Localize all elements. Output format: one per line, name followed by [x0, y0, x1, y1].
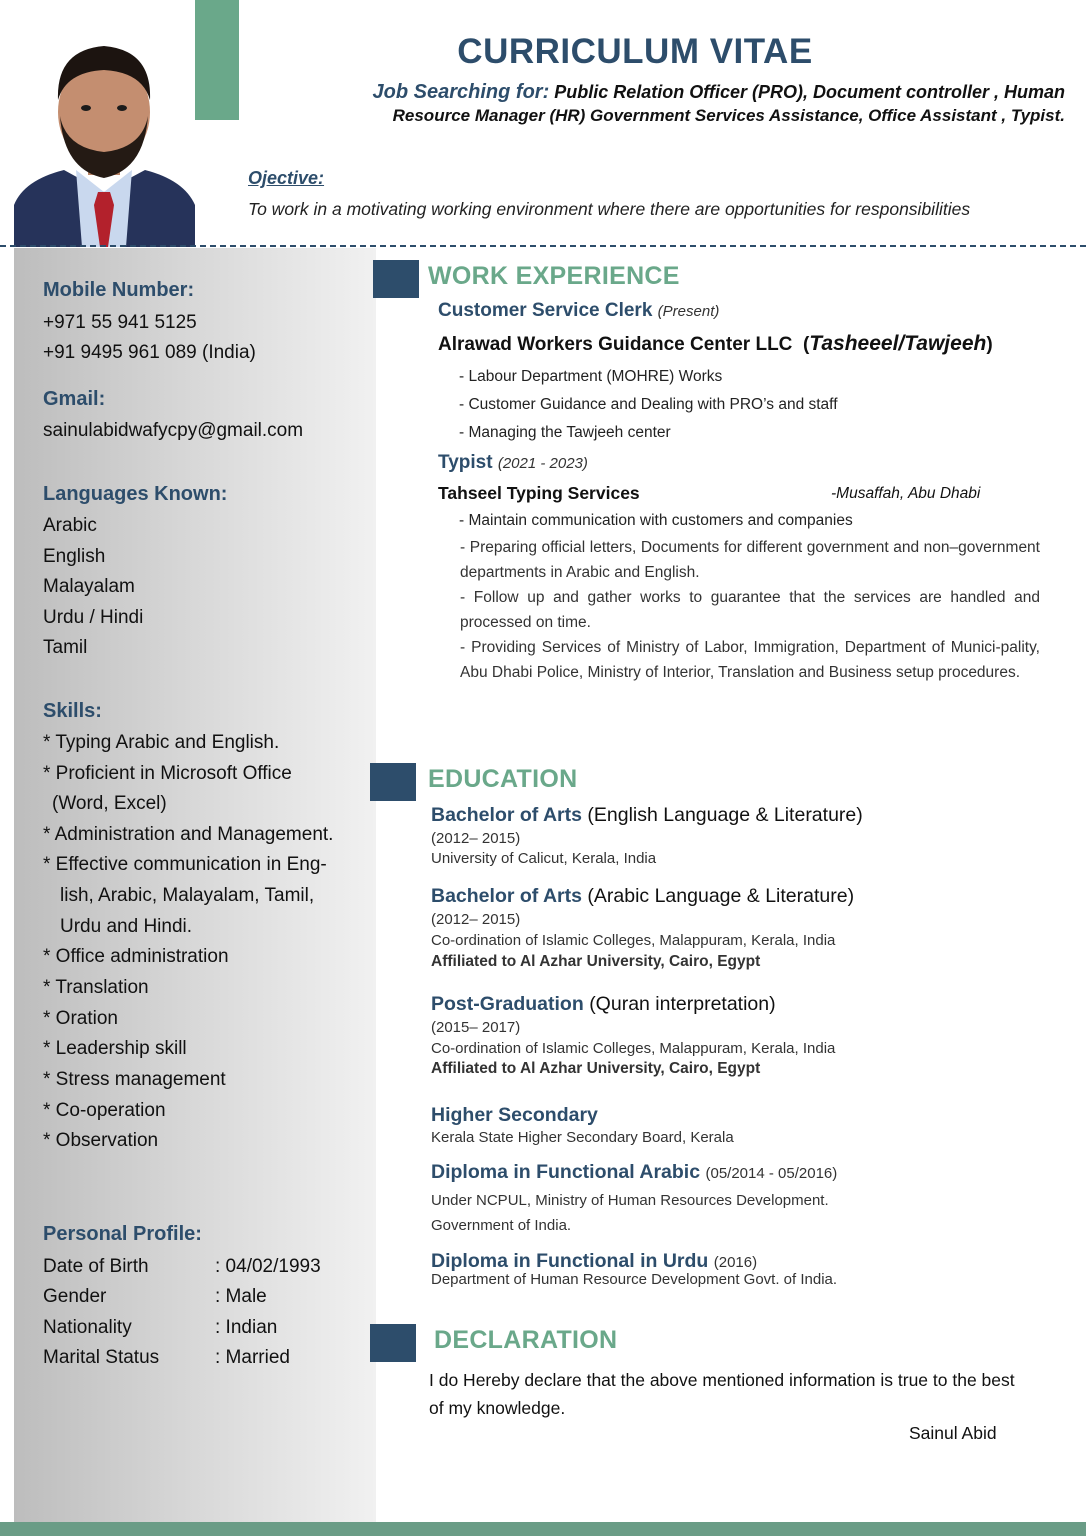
skill-line: * Stress management — [43, 1069, 226, 1090]
edu2-degree-name: Bachelor of Arts — [431, 885, 582, 907]
edu3-years: (2015– 2017) — [431, 1019, 521, 1036]
skill-line: * Effective communication in Eng- — [43, 854, 327, 875]
page-title: CURRICULUM VITAE — [457, 32, 813, 71]
job2-paragraph: - Providing Services of Ministry of Labor, Immigration, Department of Munici-pality, Abu Dhabi Police, Ministry of Interior, Translation and Business setup procedures. — [460, 639, 1040, 681]
edu5-line: Government of India. — [431, 1217, 572, 1234]
skill-line: * Office administration — [43, 946, 229, 967]
job1-bullet: - Labour Department (MOHRE) Works — [459, 368, 723, 385]
skill-line: * Typing Arabic and English. — [43, 732, 280, 753]
skill-line: * Leadership skill — [43, 1038, 187, 1059]
profile-label: Marital Status — [43, 1347, 160, 1368]
gmail-heading: Gmail: — [43, 388, 106, 410]
language-item: Malayalam — [43, 576, 135, 597]
job2-company: Tahseel Typing Services — [438, 483, 640, 503]
education-section-marker — [370, 763, 416, 801]
edu2-degree — [431, 885, 854, 908]
job2-title: Typist — [438, 452, 493, 473]
job2-role — [438, 452, 588, 474]
footer-bar — [0, 1522, 1086, 1536]
edu2-subject: (Arabic Language & Literature) — [587, 885, 855, 907]
job-roles-1: Public Relation Officer (PRO), Document controller , Human — [554, 82, 1065, 102]
edu4-degree: Higher Secondary — [431, 1104, 598, 1126]
declaration-text: I do Hereby declare that the above mentioned information is true to the best of my knowledge. — [429, 1370, 1015, 1418]
skill-line: lish, Arabic, Malayalam, Tamil, — [60, 885, 315, 906]
edu1-subject: (English Language & Literature) — [587, 804, 863, 826]
declaration-heading: DECLARATION — [434, 1326, 618, 1354]
personal-profile-heading: Personal Profile: — [43, 1223, 202, 1245]
job2-date: (2021 - 2023) — [497, 455, 588, 472]
edu6-degree — [431, 1250, 757, 1273]
edu3-degree-name: Post-Graduation — [431, 993, 584, 1015]
edu3-degree — [431, 993, 776, 1016]
education-heading: EDUCATION — [428, 765, 578, 793]
profile-label: Date of Birth — [43, 1256, 149, 1277]
edu5-line: Under NCPUL, Ministry of Human Resources Development. — [431, 1192, 829, 1209]
job2-location: -Musaffah, Abu Dhabi — [831, 485, 981, 502]
profile-value: : Male — [215, 1286, 267, 1307]
job2-paragraph: - Follow up and gather works to guarantee that the services are handled and processed on time. — [460, 589, 1040, 631]
edu6-degree-name: Diploma in Functional in Urdu — [431, 1250, 709, 1272]
job-line-1 — [250, 80, 1065, 104]
signature-name: Sainul Abid — [909, 1423, 997, 1443]
job1-bullet: - Managing the Tawjeeh center — [459, 424, 671, 441]
mobile-number-uae: +971 55 941 5125 — [43, 312, 197, 333]
job2-bullet: - Maintain communication with customers and companies — [459, 512, 853, 529]
edu2-years: (2012– 2015) — [431, 911, 521, 928]
objective-text: To work in a motivating working environment where there are opportunities for responsibilities — [248, 199, 971, 219]
work-experience-heading: WORK EXPERIENCE — [428, 262, 680, 290]
profile-photo-illustration — [14, 20, 195, 247]
profile-value: : Indian — [215, 1317, 278, 1338]
skills-heading: Skills: — [43, 700, 102, 722]
edu4-institution: Kerala State Higher Secondary Board, Kerala — [431, 1129, 734, 1146]
job1-date: (Present) — [657, 303, 720, 320]
skill-line: * Translation — [43, 977, 149, 998]
edu1-degree — [431, 804, 863, 827]
profile-value: : 04/02/1993 — [215, 1256, 321, 1277]
edu5-degree — [431, 1161, 837, 1184]
edu2-affiliation: Affiliated to Al Azhar University, Cairo, Egypt — [431, 953, 761, 970]
profile-photo — [14, 20, 195, 247]
edu1-institution: University of Calicut, Kerala, India — [431, 850, 657, 867]
job1-title: Customer Service Clerk — [438, 300, 653, 321]
edu5-degree-name: Diploma in Functional Arabic — [431, 1161, 701, 1183]
declaration-section-marker — [370, 1324, 416, 1362]
edu3-institution: Co-ordination of Islamic Colleges, Malappuram, Kerala, India — [431, 1040, 836, 1057]
edu6-dates: (2016) — [713, 1254, 758, 1271]
job1-role — [438, 300, 719, 322]
skill-line: * Oration — [43, 1008, 118, 1029]
mobile-heading: Mobile Number: — [43, 279, 195, 301]
profile-label: Nationality — [43, 1317, 132, 1338]
languages-heading: Languages Known: — [43, 483, 228, 505]
job-searching-for — [250, 80, 1065, 128]
edu6-line: Department of Human Resource Development Govt. of India. — [431, 1271, 838, 1288]
edu1-degree-name: Bachelor of Arts — [431, 804, 582, 826]
skill-line: (Word, Excel) — [52, 793, 167, 814]
language-item: Tamil — [43, 637, 88, 658]
gmail-address: sainulabidwafycpy@gmail.com — [43, 420, 304, 441]
header-accent-bar — [195, 0, 239, 120]
objective-heading: Ojective: — [248, 168, 325, 188]
edu3-subject: (Quran interpretation) — [589, 993, 776, 1015]
language-item: Urdu / Hindi — [43, 607, 144, 628]
skill-line: * Administration and Management. — [43, 824, 334, 845]
edu3-affiliation: Affiliated to Al Azhar University, Cairo, Egypt — [431, 1060, 761, 1077]
skill-line: * Co-operation — [43, 1100, 166, 1121]
profile-value: : Married — [215, 1347, 290, 1368]
profile-label: Gender — [43, 1286, 107, 1307]
language-item: English — [43, 546, 106, 567]
mobile-number-india: +91 9495 961 089 (India) — [43, 342, 256, 363]
header-divider — [0, 245, 1086, 247]
skill-line: * Observation — [43, 1130, 159, 1151]
language-item: Arabic — [43, 515, 97, 536]
skill-line: Urdu and Hindi. — [60, 916, 193, 937]
job1-company-name: Alrawad Workers Guidance Center LLC — [438, 334, 793, 355]
job-label: Job Searching for: — [372, 81, 550, 103]
edu2-institution: Co-ordination of Islamic Colleges, Malappuram, Kerala, India — [431, 932, 836, 949]
job1-company-alias: Tasheeel/Tawjeeh — [809, 332, 987, 355]
job1-bullet: - Customer Guidance and Dealing with PRO’s and staff — [459, 396, 838, 413]
job2-paragraph: - Preparing official letters, Documents for different government and non–government departments in Arabic and English. — [460, 539, 1040, 581]
edu5-dates: (05/2014 - 05/2016) — [705, 1165, 838, 1182]
edu1-years: (2012– 2015) — [431, 830, 521, 847]
job1-company: Alrawad Workers Guidance Center LLC (Tasheeel/Tawjeeh) — [438, 332, 993, 355]
job-roles-2: Resource Manager (HR) Government Services Assistance, Office Assistant , Typist. — [392, 106, 1065, 125]
work-section-marker — [373, 260, 419, 298]
skill-line: * Proficient in Microsoft Office — [43, 763, 292, 784]
